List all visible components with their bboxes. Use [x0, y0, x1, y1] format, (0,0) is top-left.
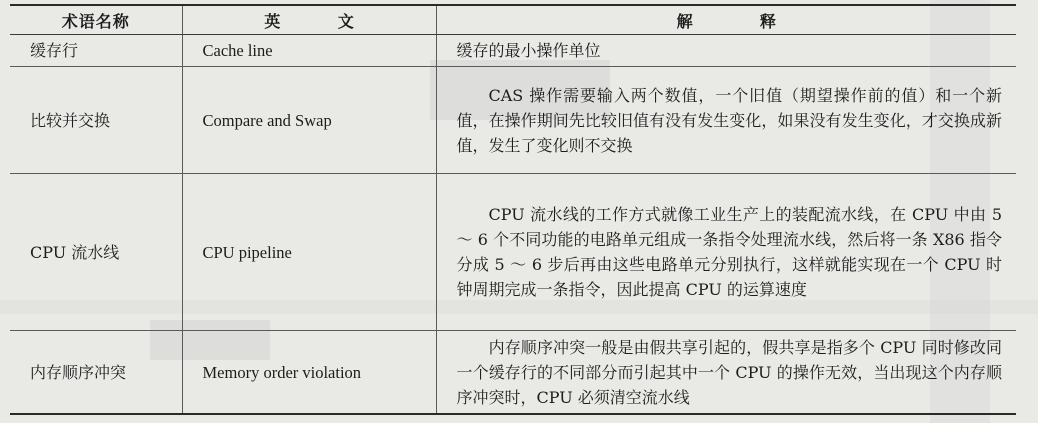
table-row — [10, 331, 1016, 415]
explanation-cell — [436, 67, 1016, 174]
term-cell: CPU 流水线 — [10, 174, 182, 331]
header-term: 术语名称 — [10, 5, 182, 35]
explanation-text: CAS 操作需要输入两个数值，一个旧值（期望操作前的值）和一个新值，在操作期间先比较旧值有没有发生变化，如果没有发生变化，才交换成新值，发生了变化则不交换 — [456, 85, 1002, 155]
english-cell: Cache line — [182, 35, 436, 67]
explanation-text: CPU 流水线的工作方式就像工业生产上的装配流水线，在 CPU 中由 5 ～ 6 个不同功能的电路单元组成一条指令处理流水线，然后将一条 X86 指令分成 5 ～ 6 步后再由这些电路单元分别执行，这样就能实现在一个 CPU 时钟周期完成一条指令，因此提高 CPU 的运算速度 — [456, 205, 1002, 299]
explanation-cell — [436, 331, 1016, 415]
term-cell: 缓存行 — [10, 35, 182, 67]
table-row — [10, 174, 1016, 331]
header-row — [10, 5, 1016, 35]
term-cell: 比较并交换 — [10, 67, 182, 174]
english-cell: Compare and Swap — [182, 67, 436, 174]
header-english: 英 文 — [182, 5, 436, 35]
term-cell: 内存顺序冲突 — [10, 331, 182, 415]
explanation-text: 内存顺序冲突一般是由假共享引起的，假共享是指多个 CPU 同时修改同一个缓存行的不同部分而引起其中一个 CPU 的操作无效，当出现这个内存顺序冲突时，CPU 必须清空流水线 — [456, 337, 1002, 407]
header-explanation: 解 释 — [436, 5, 1016, 35]
table-row — [10, 35, 1016, 67]
terminology-table — [10, 4, 1016, 415]
explanation-cell: 缓存的最小操作单位 — [436, 35, 1016, 67]
english-cell: CPU pipeline — [182, 174, 436, 331]
explanation-cell — [436, 174, 1016, 331]
table-row — [10, 67, 1016, 174]
english-cell: Memory order violation — [182, 331, 436, 415]
